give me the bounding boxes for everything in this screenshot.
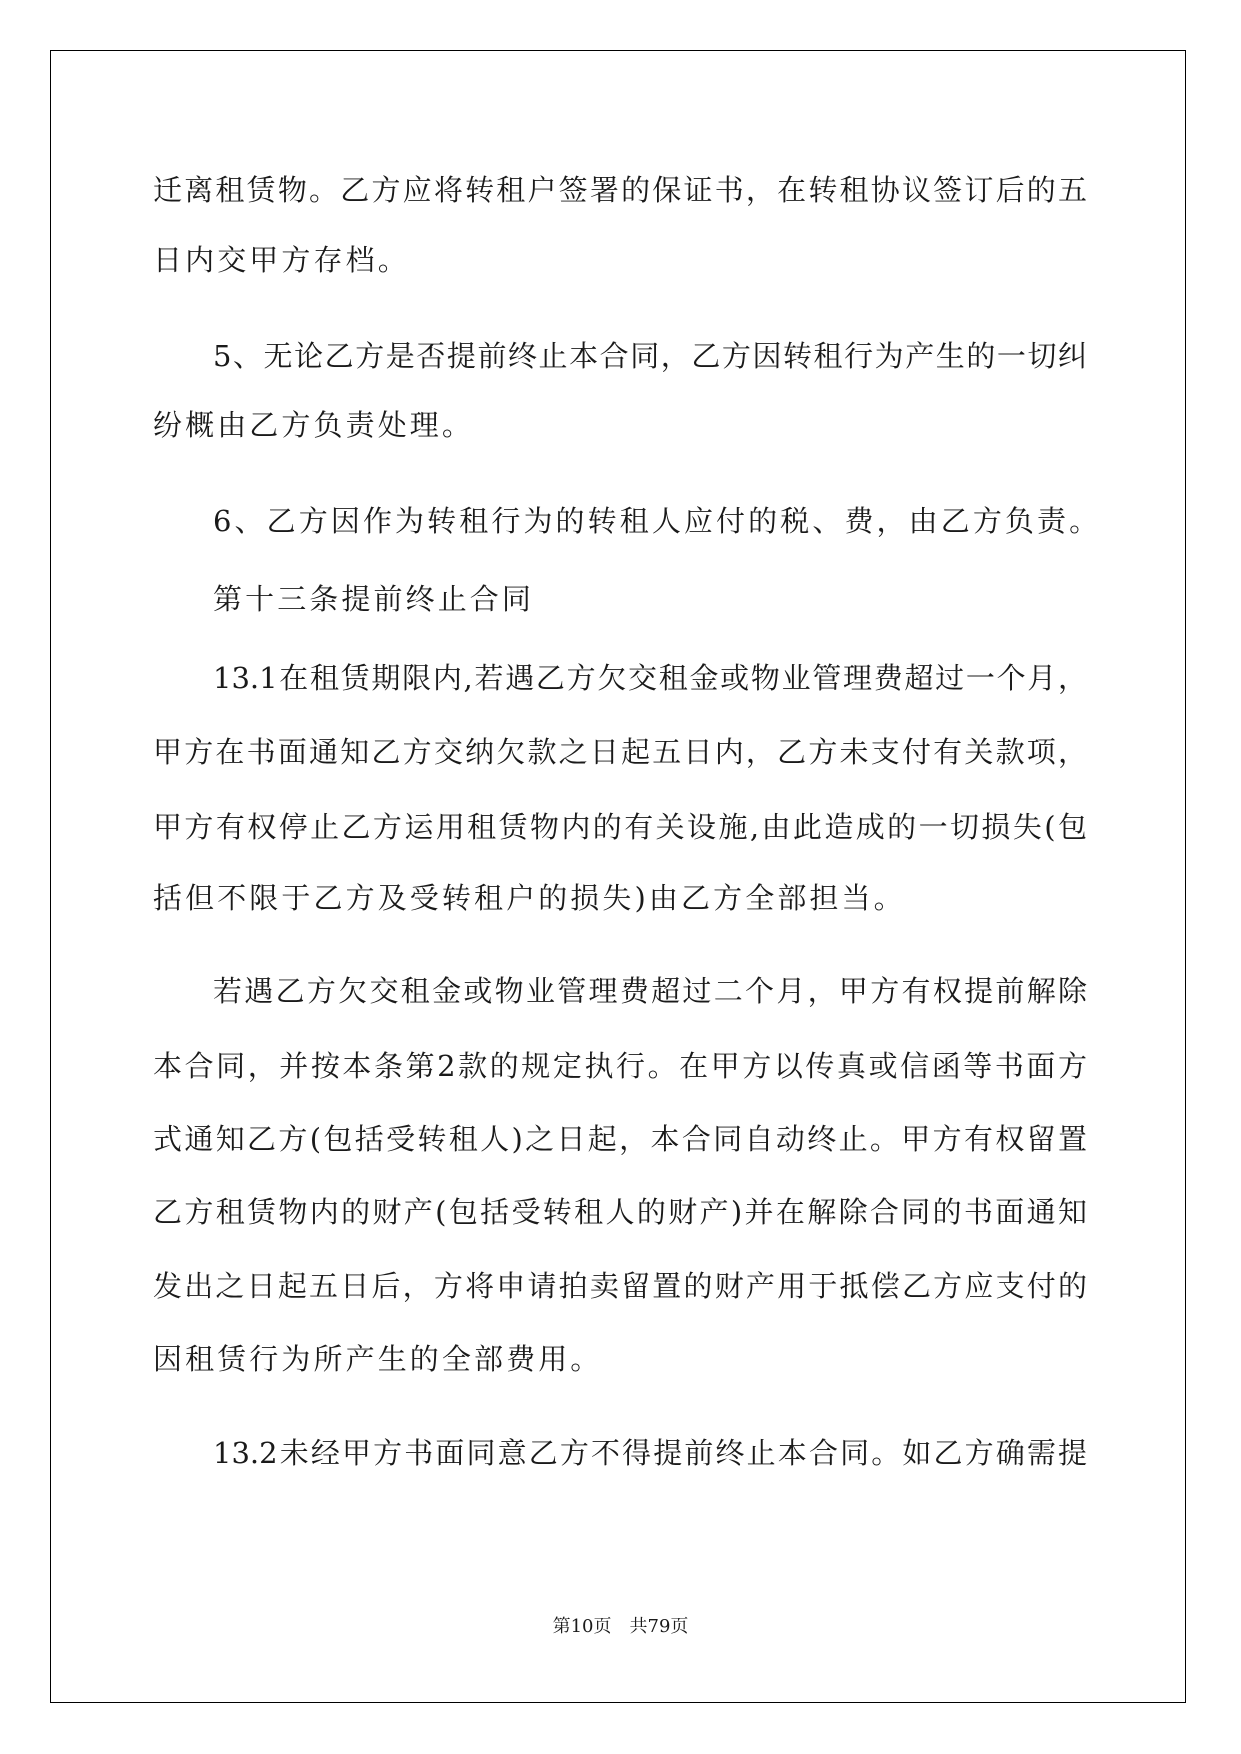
- text-line: 纷概由乙方负责处理。: [153, 408, 475, 442]
- text-line: 甲方有权停止乙方运用租赁物内的有关设施,由此造成的一切损失(包: [153, 810, 1087, 844]
- text-line: 括但不限于乙方及受转租户的损失)由乙方全部担当。: [153, 881, 906, 915]
- page-total: 共79页: [629, 1616, 689, 1637]
- text-line: 本合同，并按本条第2款的规定执行。在甲方以传真或信函等书面方: [153, 1049, 1087, 1083]
- text-line: 发出之日起五日后，方将申请拍卖留置的财产用于抵偿乙方应支付的: [153, 1269, 1087, 1303]
- text-line: 13.1在租赁期限内,若遇乙方欠交租金或物业管理费超过一个月，: [213, 661, 1087, 695]
- text-line: 迁离租赁物。乙方应将转租户签署的保证书，在转租协议签订后的五: [153, 173, 1087, 207]
- text-line: 乙方租赁物内的财产(包括受转租人的财产)并在解除合同的书面通知: [153, 1195, 1087, 1229]
- text-line: 因租赁行为所产生的全部费用。: [153, 1342, 603, 1376]
- section-heading: 第十三条提前终止合同: [213, 582, 535, 616]
- text-line: 13.2未经甲方书面同意乙方不得提前终止本合同。如乙方确需提: [213, 1436, 1087, 1470]
- text-line: 甲方在书面通知乙方交纳欠款之日起五日内，乙方未支付有关款项，: [153, 735, 1087, 769]
- text-line: 若遇乙方欠交租金或物业管理费超过二个月，甲方有权提前解除: [213, 974, 1087, 1008]
- text-line: 式通知乙方(包括受转租人)之日起，本合同自动终止。甲方有权留置: [153, 1122, 1087, 1156]
- text-line: 6、乙方因作为转租行为的转租人应付的税、费，由乙方负责。: [213, 504, 1102, 538]
- page-footer: [0, 1612, 1241, 1638]
- text-line: 5、无论乙方是否提前终止本合同，乙方因转租行为产生的一切纠: [213, 339, 1087, 373]
- text-line: 日内交甲方存档。: [153, 243, 410, 277]
- page-number: 第10页: [552, 1616, 612, 1637]
